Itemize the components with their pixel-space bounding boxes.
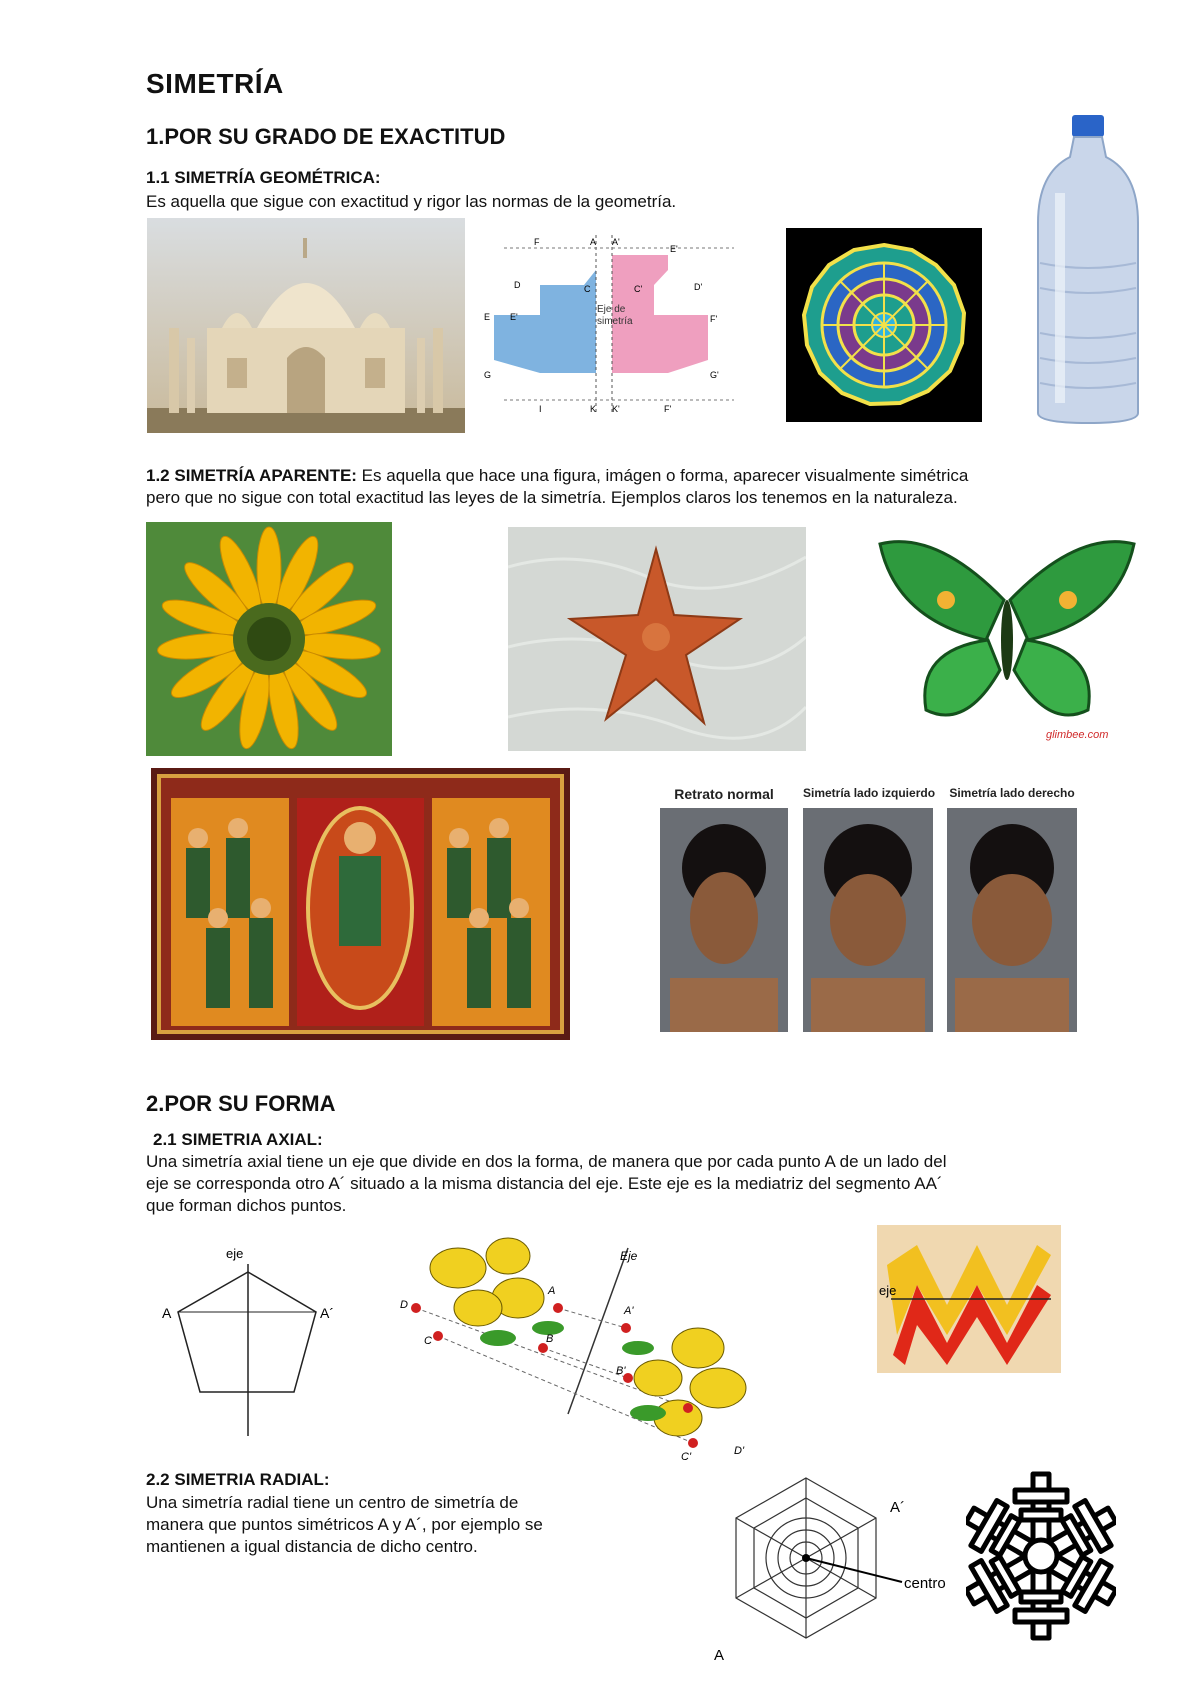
face-label-left: Simetría lado izquierdo [803,786,936,800]
section1-1-text: Es aquella que sigue con exactitud y rigor las normas de la geometría. [146,192,677,211]
point-label: G' [710,370,719,380]
flowers-point-label: C' [681,1451,692,1463]
bottle-image [1030,113,1146,425]
flowers-point-label: D' [734,1445,745,1457]
flowers-eje-label: Eje [620,1249,638,1263]
zigzag-axis-image [877,1225,1061,1373]
flowers-axial-figure [398,1228,768,1464]
flowers-point-label: A [548,1285,556,1297]
flowers-point-label: A' [624,1305,634,1317]
section2-1-line2: eje se corresponda otro A´ situado a la misma distancia del eje. Este eje es la mediatriz del segmento AA´ [146,1174,943,1193]
pentagon-a-prime-label: A´ [320,1305,334,1321]
point-label: A [590,237,597,247]
face-illustration [660,808,788,1032]
starfish-image [508,527,806,751]
section2-2-text [146,1492,666,1558]
altar-painting-image [151,768,570,1040]
butterfly-image [876,530,1138,748]
hexagon-centro-label: centro [904,1575,946,1592]
flowers-point-label: B [546,1333,554,1345]
geometric-symmetry-diagram [484,230,766,420]
flower-illustration [146,522,392,756]
flower-image [146,522,392,756]
section1-1-heading: 1.1 SIMETRÍA GEOMÉTRICA: [146,168,381,187]
zigzag-eje-label: eje [879,1283,897,1298]
bottle-illustration [1030,113,1146,425]
face-illustration [803,808,933,1032]
section2-1-heading: 2.1 SIMETRIA AXIAL: [153,1130,323,1149]
section1-2-text-line2: pero que no sigue con total exactitud las leyes de la simetría. Ejemplos claros los tenemos en la naturaleza. [146,488,958,507]
section2-heading: 2.POR SU FORMA [146,1091,336,1116]
point-label: E' [510,312,518,322]
hexagon-a-prime-label: A´ [890,1499,905,1516]
section1-heading: 1.POR SU GRADO DE EXACTITUD [146,124,506,149]
section2-1-text [146,1151,1146,1217]
flowers-point-label: B' [616,1365,626,1377]
face-label-normal: Retrato normal [674,786,774,802]
point-label: F' [664,404,672,414]
flowers-point-label: C [424,1335,432,1347]
section2-2-line3: mantienen a igual distancia de dicho centro. [146,1537,478,1556]
hexagon-a-label: A [714,1647,725,1664]
face-label-right: Simetría lado derecho [949,786,1075,800]
hexagon-radial-figure [708,1470,948,1680]
pentagon-a-label: A [162,1305,172,1321]
section2-2-line1: Una simetría radial tiene un centro de simetría de [146,1493,519,1512]
axis-label-line1: Eje de [597,304,626,315]
point-label: A' [612,237,620,247]
axis-symmetry-figure [484,230,766,420]
point-label: G [484,370,492,380]
point-label: D' [694,282,703,292]
point-label: C [584,284,591,294]
flowers-point-label: D [400,1299,408,1311]
page-title: SIMETRÍA [146,68,284,99]
section2-2-heading: 2.2 SIMETRIA RADIAL: [146,1470,330,1489]
snowflake-image [966,1468,1116,1644]
point-label: I [539,404,542,414]
mandala-image [786,228,982,422]
point-label: K [590,404,597,414]
altar-painting-illustration [151,768,570,1040]
section2-2-line2: manera que puntos simétricos A y A´, por ejemplo se [146,1515,543,1534]
point-label: C' [634,284,643,294]
pentagon-diagram [158,1236,348,1436]
point-label: D [514,280,521,290]
face-portrait-normal [660,786,788,1032]
butterfly-credit: glimbee.com [1046,729,1109,741]
point-label: F [534,237,540,247]
section1-2-text-line1: Es aquella que hace una figura, imágen o forma, aparecer visualmente simétrica [356,466,969,485]
flowers-axial-diagram [398,1228,768,1464]
pentagon-axis-figure [158,1236,348,1436]
axis-label-line2: simetría [597,316,633,327]
taj-mahal-illustration [147,218,465,433]
face-portrait-right [947,786,1077,1032]
point-label: K' [612,404,620,414]
zigzag-axis-figure [877,1225,1061,1373]
mandala-illustration [786,228,982,422]
taj-mahal-image [147,218,465,433]
starfish-illustration [508,527,806,751]
point-label: E' [670,244,678,254]
pentagon-eje-label: eje [226,1246,244,1261]
section1-2-paragraph [146,465,1146,509]
section2-1-line3: que forman dichos puntos. [146,1196,347,1215]
face-illustration [947,808,1077,1032]
point-label: E [484,312,491,322]
point-label: F' [710,314,718,324]
section2-1-line1: Una simetría axial tiene un eje que divide en dos la forma, de manera que por cada punto A de un lado del [146,1152,947,1171]
butterfly-illustration [876,530,1138,748]
section1-2-heading: 1.2 SIMETRÍA APARENTE: [146,466,357,485]
hexagon-radial-diagram [708,1470,948,1680]
face-portrait-left [803,786,936,1032]
snowflake-illustration [966,1468,1116,1644]
